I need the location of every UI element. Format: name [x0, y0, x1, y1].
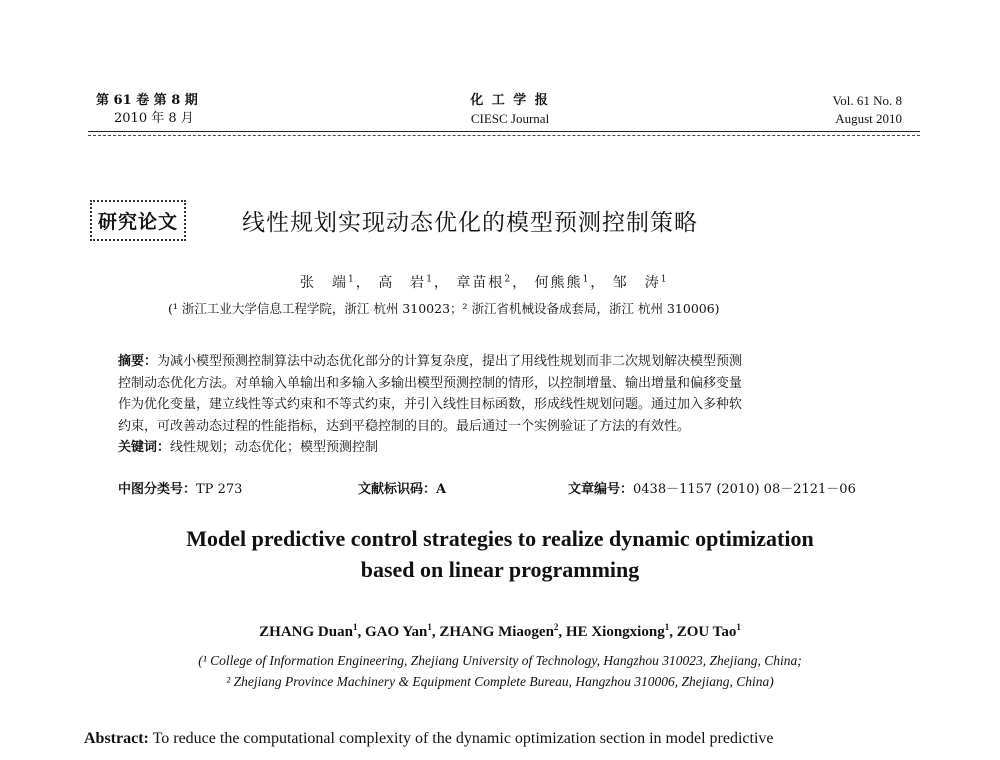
- keywords-cn: [118, 437, 890, 459]
- abstract-cn: [118, 351, 890, 459]
- abstract-en-label: Abstract:: [84, 730, 149, 747]
- title-en: [60, 523, 940, 585]
- journal-name-cn: 化 工 学 报: [470, 93, 550, 108]
- title-en-line: based on linear programming: [360, 557, 640, 582]
- abstract-cn-line: 作为优化变量，建立线性等式约束和不等式约束，并引入线性目标函数，形成线性规划问题。通过加入多种软: [118, 397, 743, 412]
- research-paper-badge: 研究论文: [90, 200, 186, 241]
- header-rule: [88, 131, 920, 132]
- title-cn: 线性规划实现动态优化的模型预测控制策略: [242, 210, 698, 236]
- abstract-cn-line: 摘要：为减小模型预测控制算法中动态优化部分的计算复杂度，提出了用线性规划而非二次规划解决模型预测: [118, 354, 743, 369]
- author-cn: 邹 涛$^1$: [612, 274, 669, 291]
- authors-en: [60, 622, 940, 641]
- authors-cn: [300, 272, 720, 292]
- abstract-cn-line: 约束，可改善动态过程的性能指标，达到平稳控制的目的。最后通过一个实例验证了方法的有效性。: [118, 418, 691, 434]
- keywords-label: 关键词：: [118, 440, 171, 455]
- abstract-en-text: To reduce the computational complexity of the dynamic optimization section in model predictive: [152, 730, 774, 747]
- journal-volume-en: [770, 92, 902, 128]
- journal-name-en: CIESC Journal: [470, 111, 550, 126]
- author-en: ZHANG Miaogen$^2$,: [439, 622, 566, 640]
- clc-number: 中图分类号：TP 273: [118, 482, 243, 497]
- date-en: August 2010: [835, 111, 902, 126]
- article-number: 文章编号：0438－1157 (2010) 08－2121－06: [568, 482, 856, 497]
- document-code: 文献标识码：A: [358, 482, 447, 497]
- header-rule-dashed: [88, 135, 920, 136]
- volume-issue-cn: 第 61 卷 第 8 期: [96, 93, 198, 108]
- author-en: ZHANG Duan$^1$,: [259, 622, 365, 640]
- journal-name: [440, 92, 580, 128]
- author-cn: 何熊熊$^1$，: [534, 274, 607, 291]
- keywords-value: 线性规划；动态优化；模型预测控制: [170, 440, 379, 455]
- date-cn: 2010 年 8 月: [114, 111, 194, 126]
- author-cn: 章苗根$^2$，: [456, 274, 529, 291]
- abstract-cn-label: 摘要：: [118, 354, 158, 369]
- affiliation-en: [60, 650, 940, 692]
- volume-issue-en: Vol. 61 No. 8: [832, 93, 902, 108]
- title-en-line: Model predictive control strategies to realize dynamic optimization: [186, 526, 814, 551]
- author-en: HE Xiongxiong$^1$,: [565, 622, 677, 640]
- author-cn: 高 岩$^1$，: [378, 274, 450, 291]
- affiliation-en-line: (¹ College of Information Engineering, Zhejiang University of Technology, Hangzhou 310023, Zhejiang, China;: [198, 653, 802, 668]
- abstract-en: [84, 730, 920, 748]
- affiliation-en-line: ² Zhejiang Province Machinery & Equipment Complete Bureau, Hangzhou 310006, Zhejiang, China): [226, 674, 774, 689]
- author-cn: 张 端$^1$，: [300, 274, 372, 291]
- abstract-cn-line: 控制动态优化方法。对单输入单输出和多输入多输出模型预测控制的情形，以控制增量、输出增量和偏移变量: [118, 375, 743, 391]
- author-en: GAO Yan$^1$,: [364, 622, 440, 640]
- affiliation-cn: (¹ 浙江工业大学信息工程学院，浙江 杭州 310023；² 浙江省机械设备成套局，浙江 杭州 310006): [168, 301, 720, 316]
- journal-issue: [96, 92, 198, 128]
- author-en: ZOU Tao$^1$: [676, 622, 741, 640]
